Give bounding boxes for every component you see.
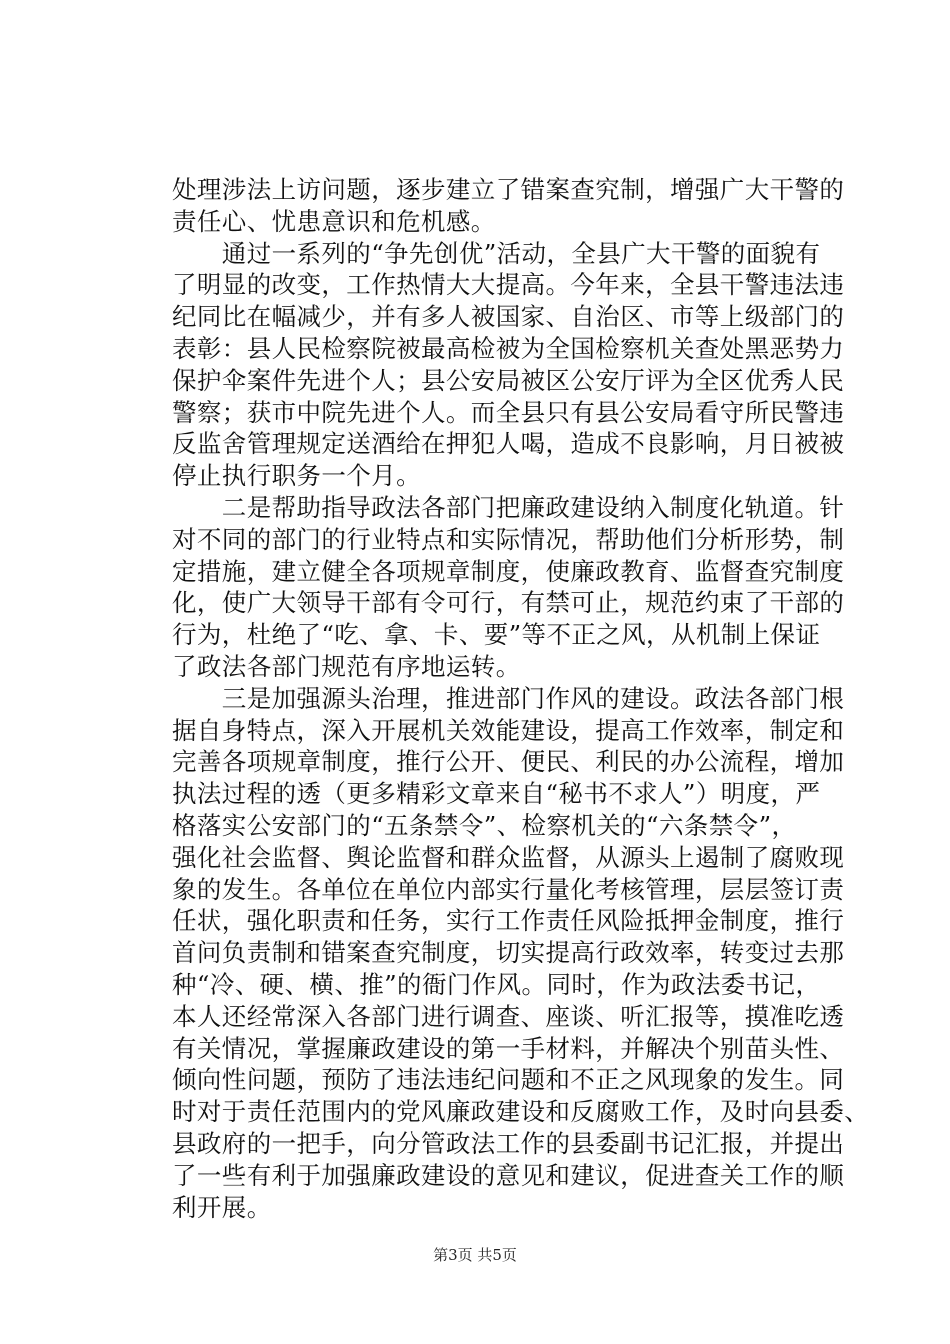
text-line: 了政法各部门规范有序地运转。 [172,651,521,681]
text-line: 表彰：县人民检察院被最高检被为全国检察机关查处黑恶势力 [172,333,845,363]
text-line: 二是帮助指导政法各部门把廉政建设纳入制度化轨道。针 [172,492,845,522]
text-line: 种“冷、硬、横、推”的衙门作风。同时，作为政法委书记， [172,969,821,999]
text-line: 处理涉法上访问题，逐步建立了错案查究制，增强广大干警的 [172,175,845,204]
text-line: 定措施，建立健全各项规章制度，使廉政教育、监督查究制度 [172,556,845,586]
text-line: 利开展。 [172,1192,272,1222]
text-line: 了一些有利于加强廉政建设的意见和建议，促进查关工作的顺 [172,1160,845,1190]
text-line: 保护伞案件先进个人；县公安局被区公安厅评为全区优秀人民 [172,365,845,395]
text-line: 责任心、忧患意识和危机感。 [172,206,496,236]
text-line: 反监舍管理规定送酒给在押犯人喝，造成不良影响，月日被被 [172,429,845,459]
text-line: 警察；获市中院先进个人。而全县只有县公安局看守所民警违 [172,397,845,427]
text-line: 对不同的部门的行业特点和实际情况，帮助他们分析形势，制 [172,524,845,554]
text-line: 县政府的一把手，向分管政法工作的县委副书记汇报，并提出 [172,1128,845,1158]
text-line: 时对于责任范围内的党风廉政建设和反腐败工作，及时向县委、 [172,1097,870,1127]
text-line: 执法过程的透（更多精彩文章来自“秘书不求人”）明度，严 [172,779,821,809]
text-line: 完善各项规章制度，推行公开、便民、利民的办公流程，增加 [172,747,845,777]
page-number-footer: 第3页 共5页 [433,1246,517,1264]
text-line: 有关情况，掌握廉政建设的第一手材料，并解决个别苗头性、 [172,1033,845,1063]
text-line: 三是加强源头治理，推进部门作风的建设。政法各部门根 [172,683,845,713]
text-line: 倾向性问题，预防了违法违纪问题和不正之风现象的发生。同 [172,1065,845,1095]
text-line: 格落实公安部门的“五条禁令”、检察机关的“六条禁令”， [172,810,797,840]
text-line: 首问负责制和错案查究制度，切实提高行政效率，转变过去那 [172,938,845,968]
text-line: 纪同比在幅减少，并有多人被国家、自治区、市等上级部门的 [172,302,845,332]
body-text [172,174,870,1223]
text-line: 通过一系列的“争先创优”活动，全县广大干警的面貌有 [172,238,821,268]
text-line: 了明显的改变，工作热情大大提高。今年来，全县干警违法违 [172,270,845,300]
text-line: 象的发生。各单位在单位内部实行量化考核管理，层层签订责 [172,874,845,904]
text-line: 本人还经常深入各部门进行调查、座谈、听汇报等，摸准吃透 [172,1001,845,1031]
text-line: 据自身特点，深入开展机关效能建设，提高工作效率，制定和 [172,715,845,745]
text-line: 强化社会监督、舆论监督和群众监督，从源头上遏制了腐败现 [172,842,845,872]
text-line: 停止执行职务一个月。 [172,461,421,491]
text-line: 任状，强化职责和任务，实行工作责任风险抵押金制度，推行 [172,906,845,936]
text-line: 行为，杜绝了“吃、拿、卡、要”等不正之风，从机制上保证 [172,620,821,650]
text-line: 化，使广大领导干部有令可行，有禁可止，规范约束了干部的 [172,588,845,618]
